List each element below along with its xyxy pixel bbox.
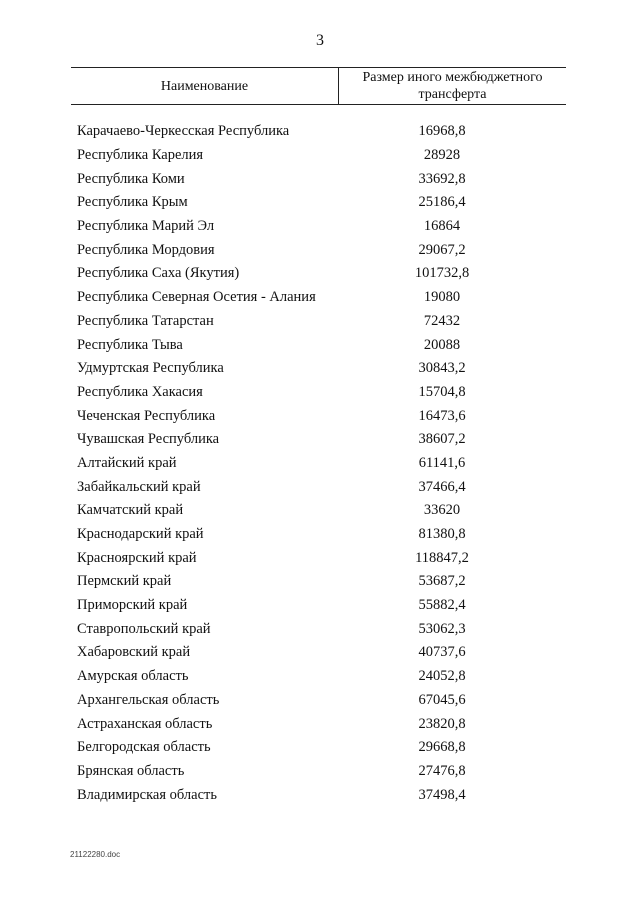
transfer-value: 15704,8	[418, 383, 466, 400]
region-name: Брянская область	[77, 762, 185, 779]
transfer-value: 20088	[423, 336, 461, 353]
table-row	[71, 617, 566, 641]
table-row	[71, 641, 566, 665]
table-row	[71, 333, 566, 357]
table-header	[71, 67, 566, 105]
region-name: Владимирская область	[77, 786, 217, 803]
region-name: Республика Саха (Якутия)	[77, 265, 240, 282]
region-name: Карачаево-Черкесская Республика	[77, 123, 290, 140]
table-row	[71, 191, 566, 215]
table-row	[71, 404, 566, 428]
transfer-value: 118847,2	[415, 549, 469, 566]
transfer-value: 37466,4	[418, 478, 466, 495]
transfer-value: 29067,2	[418, 241, 466, 258]
region-name: Пермский край	[77, 573, 172, 590]
document-footer: 21122280.doc	[70, 850, 121, 859]
transfer-value: 61141,6	[418, 454, 466, 471]
transfer-value: 29668,8	[418, 739, 466, 756]
transfer-value: 33692,8	[418, 170, 466, 187]
table-row	[71, 570, 566, 594]
transfer-value: 53687,2	[418, 573, 466, 590]
region-name: Республика Мордовия	[77, 241, 215, 258]
table-row	[71, 428, 566, 452]
table-row	[71, 144, 566, 168]
transfer-value: 30843,2	[418, 360, 466, 377]
region-name: Чувашская Республика	[77, 431, 220, 448]
region-name: Белгородская область	[77, 739, 211, 756]
table-row	[71, 357, 566, 381]
table-row	[71, 381, 566, 405]
table-row	[71, 594, 566, 618]
transfer-value: 25186,4	[418, 194, 466, 211]
region-name: Астраханская область	[77, 715, 213, 732]
table-row	[71, 546, 566, 570]
transfer-value: 81380,8	[418, 526, 466, 543]
table-row	[71, 475, 566, 499]
transfer-value: 16473,6	[418, 407, 466, 424]
table-row	[71, 712, 566, 736]
table-row	[71, 523, 566, 547]
table-row	[71, 167, 566, 191]
region-name: Камчатский край	[77, 502, 184, 519]
region-name: Республика Карелия	[77, 147, 204, 164]
region-name: Амурская область	[77, 668, 189, 685]
region-name: Архангельская область	[77, 691, 220, 708]
transfer-value: 72432	[423, 312, 461, 329]
header-size: Размер иного межбюджетного трансферта	[362, 70, 543, 102]
region-name: Республика Татарстан	[77, 312, 214, 329]
transfer-value: 28928	[423, 147, 461, 164]
region-name: Ставропольский край	[77, 620, 211, 637]
table-row	[71, 215, 566, 239]
table-row	[71, 689, 566, 713]
table-row	[71, 310, 566, 334]
transfer-value: 53062,3	[418, 620, 466, 637]
region-name: Приморский край	[77, 597, 188, 614]
region-name: Хабаровский край	[77, 644, 191, 661]
region-name: Чеченская Республика	[77, 407, 216, 424]
table-row	[71, 262, 566, 286]
transfer-value: 27476,8	[418, 762, 466, 779]
table-row	[71, 499, 566, 523]
transfer-value: 40737,6	[418, 644, 466, 661]
region-name: Республика Марий Эл	[77, 218, 215, 235]
region-name: Удмуртская Республика	[77, 360, 224, 377]
region-name: Алтайский край	[77, 454, 177, 471]
table-row	[71, 736, 566, 760]
transfer-value: 16864	[423, 218, 461, 235]
table-row	[71, 238, 566, 262]
transfer-value: 38607,2	[418, 431, 466, 448]
transfer-value: 55882,4	[418, 597, 466, 614]
region-name: Краснодарский край	[77, 526, 204, 543]
table-body	[71, 120, 566, 807]
region-name: Забайкальский край	[77, 478, 201, 495]
table-row	[71, 760, 566, 784]
transfer-value: 24052,8	[418, 668, 466, 685]
region-name: Республика Хакасия	[77, 383, 203, 400]
region-name: Республика Крым	[77, 194, 188, 211]
region-name: Красноярский край	[77, 549, 197, 566]
transfer-table	[71, 67, 566, 807]
transfer-value: 23820,8	[418, 715, 466, 732]
transfer-value: 19080	[423, 289, 461, 306]
table-row	[71, 783, 566, 807]
page-number: 3	[316, 32, 324, 49]
transfer-value: 101732,8	[414, 265, 470, 282]
transfer-value: 33620	[423, 502, 461, 519]
region-name: Республика Коми	[77, 170, 185, 187]
table-row	[71, 120, 566, 144]
table-row	[71, 286, 566, 310]
transfer-value: 67045,6	[418, 691, 466, 708]
region-name: Республика Северная Осетия - Алания	[77, 289, 316, 306]
table-row	[71, 452, 566, 476]
table-row	[71, 665, 566, 689]
header-name: Наименование	[160, 78, 249, 94]
transfer-value: 37498,4	[418, 786, 466, 803]
transfer-value: 16968,8	[418, 123, 466, 140]
region-name: Республика Тыва	[77, 336, 183, 353]
